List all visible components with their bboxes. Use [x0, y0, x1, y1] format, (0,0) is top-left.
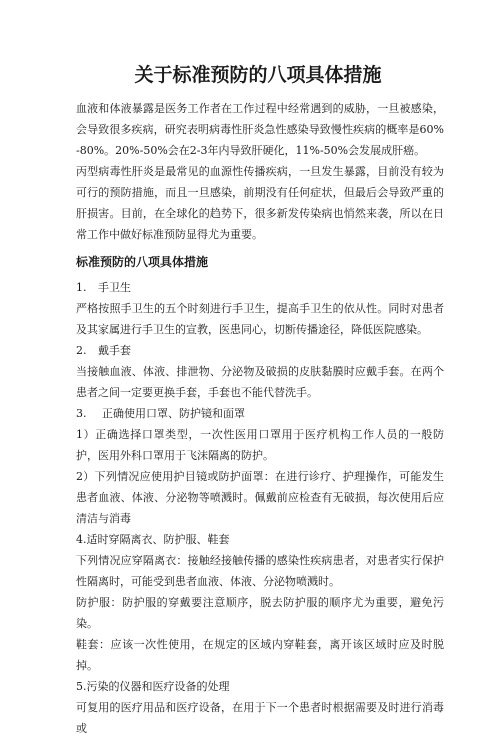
item-1-title: [76, 277, 444, 298]
intro-paragraph-1: 血液和体液暴露是医务工作者在工作过程中经常遇到的威胁，一旦被感染，会导致很多疾病，研究表明病毒性肝炎急性感染导致慢性疾病的概率是60%-80%。20%-50%会在2-3年内导致肝硬化，11%-50%会发展成肝癌。: [76, 102, 444, 157]
item-3-paragraph-2: 2）下列情况应使用护目镜或防护面罩：在进行诊疗、护理操作，可能发生患者血液、体液、分泌物等喷溅时。佩戴前应检查有无破损，每次使用后应清洁与消毒: [76, 470, 444, 525]
item-3-number: 3.: [76, 407, 87, 420]
item-4-paragraph-3: 鞋套：应该一次性使用，在规定的区域内穿鞋套，离开该区域时应及时脱掉。: [76, 638, 444, 672]
item-1-number: 1.: [76, 281, 87, 294]
item-1-paragraph-1: 严格按照手卫生的五个时刻进行手卫生，提高手卫生的依从性。同时对患者及其家属进行手卫生的宣教，医患同心，切断传播途径，降低医院感染。: [76, 302, 444, 336]
item-5-paragraph-1: 可复用的医疗用品和医疗设备，在用于下一个患者时根据需要及时进行消毒或: [76, 701, 444, 735]
item-4-title: 4.适时穿隔离衣、防护服、鞋套: [76, 533, 230, 546]
intro-paragraph-2: 丙型病毒性肝炎是最常见的血源性传播疾病，一旦发生暴露，目前没有较为可行的预防措施，而且一旦感染，前期没有任何症状，但最后会导致严重的肝损害。目前，在全球化的趋势下，很多新发传染病也悄然来袭，所以在日常工作中做好标准预防显得尤为重要。: [76, 165, 444, 241]
item-2-title-text: 戴手套: [98, 344, 131, 357]
item-3-title-text: 正确使用口罩、防护镜和面罩: [102, 407, 245, 420]
page-title: 关于标准预防的八项具体措施: [134, 64, 382, 86]
item-2-number: 2.: [76, 344, 87, 357]
item-4-paragraph-1: 下列情况应穿隔离衣：接触经接触传播的感染性疾病患者，对患者实行保护性隔离时，可能受到患者血液、体液、分泌物喷溅时。: [76, 554, 444, 588]
item-2-paragraph-1: 当接触血液、体液、排泄物、分泌物及破损的皮肤黏膜时应戴手套。在两个患者之间一定要更换手套，手套也不能代替洗手。: [76, 365, 444, 399]
item-5-title: 5.污染的仪器和医疗设备的处理: [76, 680, 230, 693]
section-heading: 标准预防的八项具体措施: [76, 255, 209, 269]
item-2-title: [76, 340, 444, 361]
item-4-paragraph-2: 防护服：防护服的穿戴要注意顺序，脱去防护服的顺序尤为重要，避免污染。: [76, 596, 444, 630]
item-1-title-text: 手卫生: [98, 281, 131, 294]
item-3-paragraph-1: 1）正确选择口罩类型，一次性医用口罩用于医疗机构工作人员的一般防护，医用外科口罩用于飞沫隔离的防护。: [76, 428, 444, 462]
item-3-title: [76, 403, 444, 424]
